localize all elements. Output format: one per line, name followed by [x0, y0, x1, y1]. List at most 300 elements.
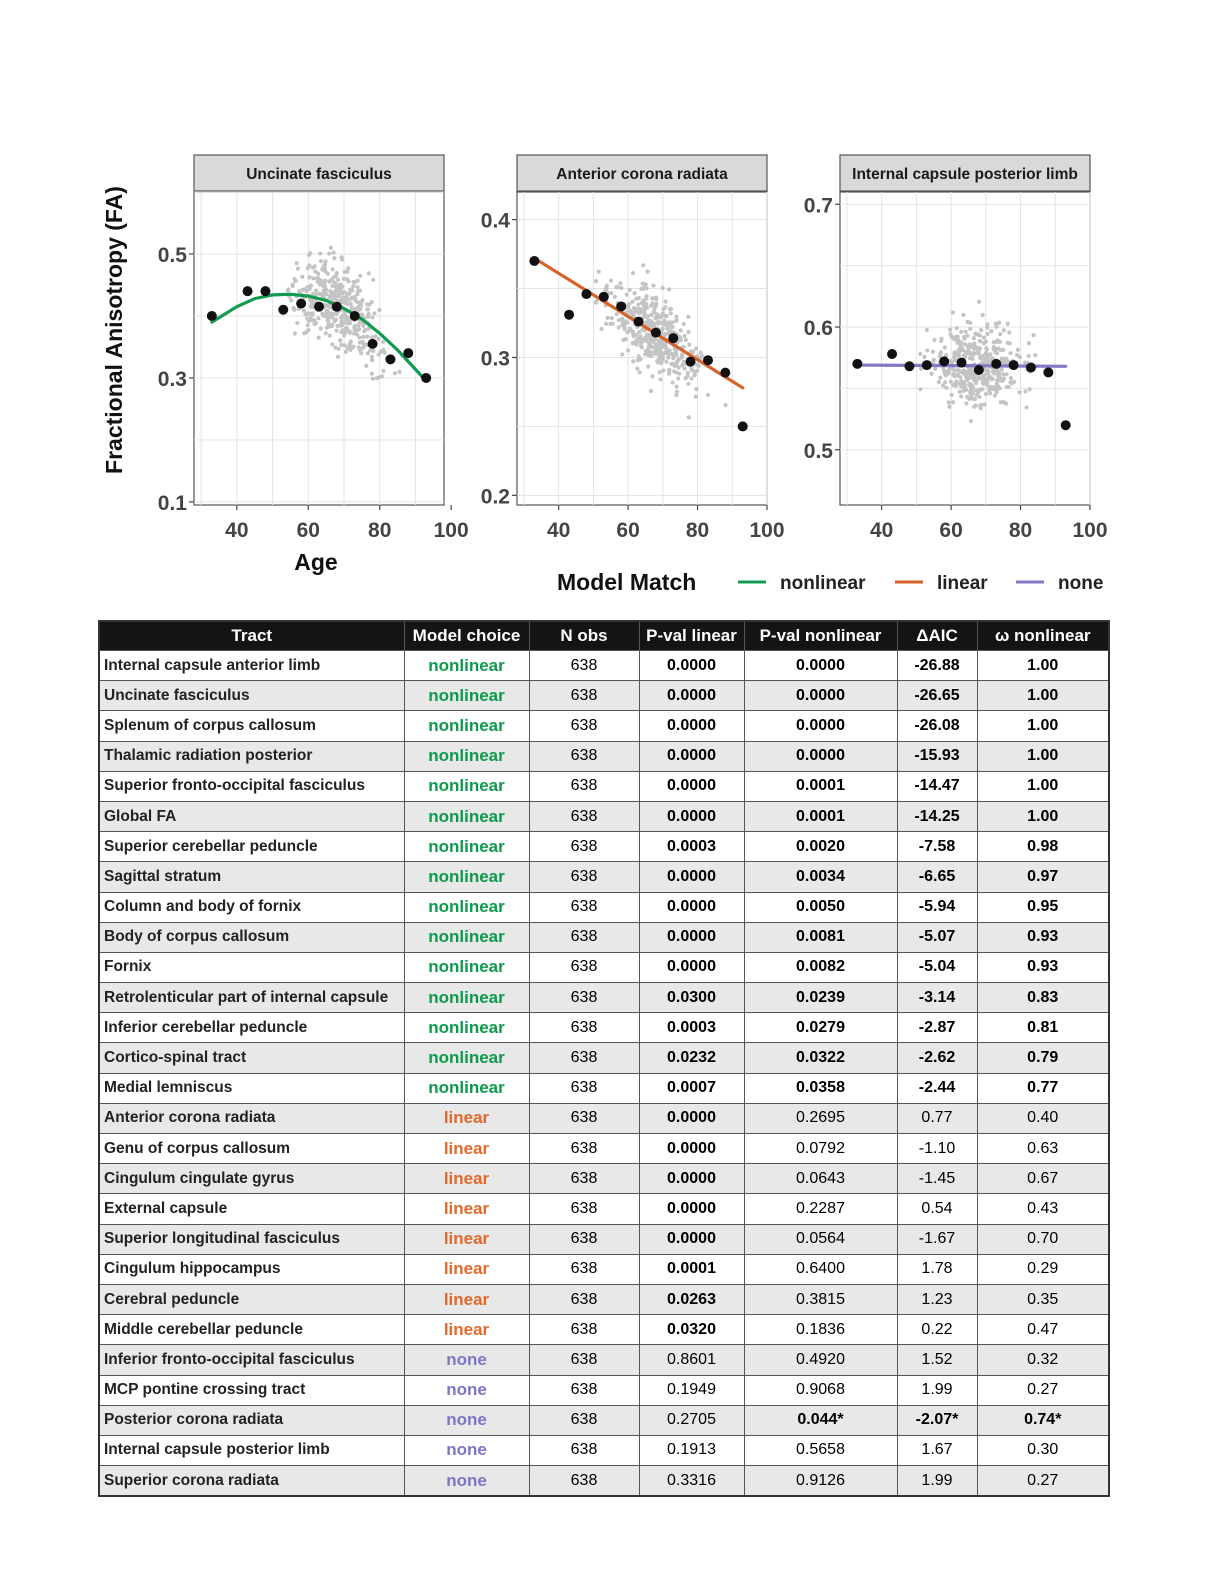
observation-point: [648, 337, 652, 341]
cell-n-obs: 638: [529, 1405, 639, 1435]
observation-point: [594, 279, 598, 283]
observation-point: [604, 288, 608, 292]
observation-point: [625, 292, 629, 296]
observation-point: [357, 327, 361, 331]
observation-point: [351, 284, 355, 288]
observation-point: [339, 283, 343, 287]
cell-n-obs: 638: [529, 681, 639, 711]
table-row: [99, 771, 1109, 801]
observation-point: [959, 379, 963, 383]
observation-point: [646, 364, 650, 368]
cell-omega-nonlinear: 0.97: [977, 862, 1109, 892]
table-row: [99, 651, 1109, 681]
facet-panel: [158, 155, 469, 542]
legend-label: nonlinear: [780, 573, 866, 594]
y-tick-label: 0.7: [803, 194, 833, 218]
cell-n-obs: 638: [529, 1194, 639, 1224]
observation-point: [370, 315, 374, 319]
observation-point: [938, 376, 942, 380]
observation-point: [307, 253, 311, 257]
observation-point: [933, 367, 937, 371]
cell-delta-aic: -2.44: [897, 1073, 977, 1103]
observation-point: [330, 342, 334, 346]
observation-point: [637, 330, 641, 334]
table-row: [99, 1315, 1109, 1345]
observation-point: [949, 380, 953, 384]
observation-point: [327, 251, 331, 255]
cell-omega-nonlinear: 0.81: [977, 1013, 1109, 1043]
observation-point: [661, 368, 665, 372]
observation-point: [1023, 389, 1027, 393]
observation-point: [604, 322, 608, 326]
observation-point: [637, 370, 641, 374]
binned-mean-point: [314, 302, 324, 312]
cell-model-choice: nonlinear: [404, 1043, 529, 1073]
observation-point: [977, 349, 981, 353]
cell-tract: Cingulum hippocampus: [99, 1254, 404, 1284]
observation-point: [355, 285, 359, 289]
observation-point: [971, 390, 975, 394]
observation-point: [334, 288, 338, 292]
table-row: [99, 1466, 1109, 1497]
observation-point: [978, 339, 982, 343]
observation-point: [954, 379, 958, 383]
observation-point: [340, 258, 344, 262]
observation-point: [304, 330, 308, 334]
table-row: [99, 1375, 1109, 1405]
table-header: [99, 621, 1109, 651]
observation-point: [617, 325, 621, 329]
cell-n-obs: 638: [529, 1375, 639, 1405]
table-row: [99, 1194, 1109, 1224]
observation-point: [969, 393, 973, 397]
table-row: [99, 1073, 1109, 1103]
observation-point: [333, 319, 337, 323]
table-body: [99, 651, 1109, 1497]
cell-delta-aic: -14.47: [897, 771, 977, 801]
observation-point: [650, 374, 654, 378]
cell-model-choice: linear: [404, 1164, 529, 1194]
cell-model-choice: nonlinear: [404, 892, 529, 922]
observation-point: [650, 345, 654, 349]
observation-point: [292, 308, 296, 312]
observation-point: [313, 269, 317, 273]
observation-point: [328, 334, 332, 338]
observation-point: [695, 363, 699, 367]
cell-pval-linear: 0.0000: [639, 651, 744, 681]
observation-point: [645, 306, 649, 310]
observation-point: [663, 332, 667, 336]
observation-point: [996, 369, 1000, 373]
observation-point: [1033, 353, 1037, 357]
cell-pval-linear: 0.0000: [639, 1164, 744, 1194]
observation-point: [379, 350, 383, 354]
table-row: [99, 1043, 1109, 1073]
observation-point: [314, 321, 318, 325]
cell-omega-nonlinear: 1.00: [977, 801, 1109, 831]
observation-point: [649, 324, 653, 328]
facet-panel: [804, 155, 1108, 542]
legend: [557, 569, 1103, 595]
cell-pval-nonlinear: 0.0564: [744, 1224, 897, 1254]
table-row: [99, 1013, 1109, 1043]
observation-point: [685, 374, 689, 378]
observation-point: [599, 327, 603, 331]
table-row: [99, 711, 1109, 741]
cell-omega-nonlinear: 0.27: [977, 1466, 1109, 1497]
cell-omega-nonlinear: 0.40: [977, 1103, 1109, 1133]
observation-point: [694, 395, 698, 399]
observation-point: [357, 308, 361, 312]
observation-point: [345, 326, 349, 330]
observation-point: [638, 310, 642, 314]
cell-omega-nonlinear: 1.00: [977, 681, 1109, 711]
observation-point: [377, 308, 381, 312]
observation-point: [345, 292, 349, 296]
observation-point: [334, 274, 338, 278]
plot-area: [840, 192, 1090, 505]
cell-pval-nonlinear: 0.0034: [744, 862, 897, 892]
observation-point: [684, 338, 688, 342]
table-row: [99, 1224, 1109, 1254]
observation-point: [620, 323, 624, 327]
table-row: [99, 1405, 1109, 1435]
observation-point: [960, 382, 964, 386]
observation-point: [958, 390, 962, 394]
observation-point: [669, 352, 673, 356]
observation-point: [332, 256, 336, 260]
observation-point: [348, 331, 352, 335]
observation-point: [370, 358, 374, 362]
cell-delta-aic: -26.65: [897, 681, 977, 711]
cell-delta-aic: -15.93: [897, 741, 977, 771]
observation-point: [951, 383, 955, 387]
observation-point: [626, 348, 630, 352]
cell-tract: Retrolenticular part of internal capsule: [99, 983, 404, 1013]
cell-n-obs: 638: [529, 801, 639, 831]
cell-pval-nonlinear: 0.0000: [744, 741, 897, 771]
cell-model-choice: nonlinear: [404, 771, 529, 801]
observation-point: [631, 331, 635, 335]
observation-point: [659, 361, 663, 365]
x-tick-label: 40: [869, 519, 894, 542]
cell-tract: Splenum of corpus callosum: [99, 711, 404, 741]
observation-point: [959, 394, 963, 398]
observation-point: [636, 302, 640, 306]
x-tick-label: 60: [616, 519, 640, 542]
observation-point: [626, 303, 630, 307]
cell-tract: Genu of corpus callosum: [99, 1134, 404, 1164]
observation-point: [1009, 376, 1013, 380]
observation-point: [370, 335, 374, 339]
cell-pval-nonlinear: 0.0000: [744, 681, 897, 711]
observation-point: [653, 337, 657, 341]
observation-point: [343, 343, 347, 347]
table-row: [99, 1103, 1109, 1133]
cell-tract: Thalamic radiation posterior: [99, 741, 404, 771]
observation-point: [367, 312, 371, 316]
cell-tract: Cortico-spinal tract: [99, 1043, 404, 1073]
observation-point: [985, 322, 989, 326]
cell-tract: Column and body of fornix: [99, 892, 404, 922]
cell-tract: Posterior corona radiata: [99, 1405, 404, 1435]
observation-point: [658, 377, 662, 381]
cell-pval-linear: 0.2705: [639, 1405, 744, 1435]
results-table: [98, 620, 1110, 1497]
observation-point: [336, 355, 340, 359]
x-axis-title: Age: [294, 549, 338, 575]
binned-mean-point: [922, 360, 932, 370]
binned-mean-point: [720, 368, 730, 378]
cell-tract: Cerebral peduncle: [99, 1284, 404, 1314]
y-tick-label: 0.4: [480, 209, 510, 233]
cell-omega-nonlinear: 0.29: [977, 1254, 1109, 1284]
observation-point: [974, 381, 978, 385]
observation-point: [687, 330, 691, 334]
observation-point: [1016, 348, 1020, 352]
cell-model-choice: none: [404, 1345, 529, 1375]
observation-point: [371, 377, 375, 381]
observation-point: [342, 295, 346, 299]
observation-point: [323, 266, 327, 270]
binned-mean-point: [1026, 363, 1036, 373]
observation-point: [322, 288, 326, 292]
binned-mean-point: [1043, 367, 1053, 377]
observation-point: [674, 385, 678, 389]
cell-model-choice: nonlinear: [404, 1013, 529, 1043]
cell-pval-linear: 0.0000: [639, 952, 744, 982]
observation-point: [956, 353, 960, 357]
cell-omega-nonlinear: 1.00: [977, 741, 1109, 771]
observation-point: [660, 286, 664, 290]
x-tick-label: 100: [1072, 519, 1108, 542]
observation-point: [1008, 351, 1012, 355]
observation-point: [969, 351, 973, 355]
observation-point: [994, 389, 998, 393]
observation-point: [302, 309, 306, 313]
observation-point: [960, 341, 964, 345]
observation-point: [393, 371, 397, 375]
binned-mean-point: [421, 373, 431, 383]
cell-pval-nonlinear: 0.1836: [744, 1315, 897, 1345]
facet-panels: [158, 155, 1108, 542]
observation-point: [325, 312, 329, 316]
table-row: [99, 922, 1109, 952]
cell-tract: Sagittal stratum: [99, 862, 404, 892]
cell-tract: Body of corpus callosum: [99, 922, 404, 952]
observation-point: [305, 311, 309, 315]
observation-point: [307, 319, 311, 323]
observation-point: [333, 346, 337, 350]
binned-mean-point: [668, 333, 678, 343]
cell-omega-nonlinear: 1.00: [977, 771, 1109, 801]
observation-point: [985, 380, 989, 384]
observation-point: [319, 259, 323, 263]
observation-point: [1024, 405, 1028, 409]
cell-pval-linear: 0.1949: [639, 1375, 744, 1405]
col-header-pval-linear: P-val linear: [639, 621, 744, 651]
cell-pval-linear: 0.0263: [639, 1284, 744, 1314]
cell-pval-nonlinear: 0.4920: [744, 1345, 897, 1375]
cell-n-obs: 638: [529, 651, 639, 681]
binned-mean-point: [350, 311, 360, 321]
observation-point: [620, 352, 624, 356]
cell-omega-nonlinear: 0.67: [977, 1164, 1109, 1194]
observation-point: [658, 370, 662, 374]
observation-point: [295, 321, 299, 325]
observation-point: [310, 313, 314, 317]
observation-point: [331, 267, 335, 271]
cell-model-choice: linear: [404, 1224, 529, 1254]
cell-n-obs: 638: [529, 1315, 639, 1345]
observation-point: [982, 336, 986, 340]
binned-mean-point: [243, 286, 253, 296]
observation-point: [347, 345, 351, 349]
cell-model-choice: nonlinear: [404, 651, 529, 681]
observation-point: [336, 278, 340, 282]
observation-point: [642, 286, 646, 290]
cell-model-choice: none: [404, 1435, 529, 1465]
observation-point: [371, 278, 375, 282]
cell-pval-nonlinear: 0.0322: [744, 1043, 897, 1073]
y-tick-label: 0.3: [157, 367, 187, 391]
binned-mean-point: [403, 348, 413, 358]
cell-omega-nonlinear: 1.00: [977, 711, 1109, 741]
cell-omega-nonlinear: 0.63: [977, 1134, 1109, 1164]
observation-point: [340, 328, 344, 332]
observation-point: [317, 336, 321, 340]
observation-point: [652, 307, 656, 311]
x-tick-label: 80: [685, 519, 710, 542]
observation-point: [680, 352, 684, 356]
cell-pval-linear: 0.3316: [639, 1466, 744, 1497]
observation-point: [954, 373, 958, 377]
observation-point: [948, 328, 952, 332]
observation-point: [645, 270, 649, 274]
observation-point: [654, 343, 658, 347]
observation-point: [332, 250, 336, 254]
observation-point: [372, 311, 376, 315]
observation-point: [676, 376, 680, 380]
cell-n-obs: 638: [529, 1284, 639, 1314]
observation-point: [305, 285, 309, 289]
observation-point: [329, 246, 333, 250]
observation-point: [609, 279, 613, 283]
observation-point: [979, 388, 983, 392]
observation-point: [1002, 400, 1006, 404]
observation-point: [1010, 380, 1014, 384]
observation-point: [680, 363, 684, 367]
observation-point: [377, 375, 381, 379]
cell-pval-linear: 0.0000: [639, 862, 744, 892]
observation-point: [961, 313, 965, 317]
observation-point: [970, 372, 974, 376]
cell-model-choice: nonlinear: [404, 832, 529, 862]
observation-point: [286, 288, 290, 292]
observation-point: [991, 370, 995, 374]
observation-point: [351, 345, 355, 349]
observation-point: [956, 368, 960, 372]
binned-mean-point: [529, 256, 539, 266]
cell-tract: Uncinate fasciculus: [99, 681, 404, 711]
cell-pval-nonlinear: 0.0001: [744, 801, 897, 831]
cell-model-choice: nonlinear: [404, 741, 529, 771]
table-row: [99, 1284, 1109, 1314]
observation-point: [594, 299, 598, 303]
cell-tract: Inferior fronto-occipital fasciculus: [99, 1345, 404, 1375]
cell-model-choice: none: [404, 1405, 529, 1435]
observation-point: [682, 334, 686, 338]
y-axis-title: Fractional Anisotropy (FA): [101, 186, 127, 474]
observation-point: [678, 337, 682, 341]
cell-pval-nonlinear: 0.0643: [744, 1164, 897, 1194]
cell-pval-linear: 0.0000: [639, 1103, 744, 1133]
observation-point: [930, 372, 934, 376]
cell-pval-nonlinear: 0.044*: [744, 1405, 897, 1435]
observation-point: [628, 288, 632, 292]
cell-tract: External capsule: [99, 1194, 404, 1224]
binned-mean-point: [581, 289, 591, 299]
observation-point: [978, 404, 982, 408]
observation-point: [346, 266, 350, 270]
observation-point: [320, 282, 324, 286]
cell-pval-nonlinear: 0.2695: [744, 1103, 897, 1133]
observation-point: [671, 380, 675, 384]
observation-point: [667, 369, 671, 373]
observation-point: [679, 328, 683, 332]
observation-point: [608, 322, 612, 326]
legend-label: linear: [937, 573, 988, 594]
binned-mean-point: [703, 355, 713, 365]
cell-pval-linear: 0.0000: [639, 1224, 744, 1254]
cell-pval-nonlinear: 0.0020: [744, 832, 897, 862]
cell-omega-nonlinear: 0.47: [977, 1315, 1109, 1345]
observation-point: [984, 392, 988, 396]
cell-omega-nonlinear: 0.32: [977, 1345, 1109, 1375]
observation-point: [1004, 372, 1008, 376]
observation-point: [358, 274, 362, 278]
cell-omega-nonlinear: 0.98: [977, 832, 1109, 862]
y-tick-label: 0.5: [803, 439, 833, 463]
observation-point: [634, 342, 638, 346]
observation-point: [316, 316, 320, 320]
observation-point: [291, 282, 295, 286]
cell-pval-linear: 0.0232: [639, 1043, 744, 1073]
observation-point: [996, 373, 1000, 377]
col-header-tract: Tract: [99, 621, 404, 651]
binned-mean-point: [957, 358, 967, 368]
cell-pval-linear: 0.1913: [639, 1435, 744, 1465]
observation-point: [335, 324, 339, 328]
observation-point: [723, 403, 727, 407]
y-tick-label: 0.1: [157, 491, 187, 515]
cell-tract: Superior longitudinal fasciculus: [99, 1224, 404, 1254]
binned-mean-point: [1009, 360, 1019, 370]
cell-model-choice: none: [404, 1375, 529, 1405]
observation-point: [956, 338, 960, 342]
binned-mean-point: [207, 311, 217, 321]
cell-n-obs: 638: [529, 1073, 639, 1103]
observation-point: [950, 393, 954, 397]
observation-point: [993, 393, 997, 397]
observation-point: [320, 292, 324, 296]
cell-delta-aic: -1.10: [897, 1134, 977, 1164]
binned-mean-point: [332, 302, 342, 312]
observation-point: [353, 297, 357, 301]
facet-title: Uncinate fasciculus: [246, 166, 392, 183]
cell-pval-nonlinear: 0.2287: [744, 1194, 897, 1224]
observation-point: [966, 345, 970, 349]
